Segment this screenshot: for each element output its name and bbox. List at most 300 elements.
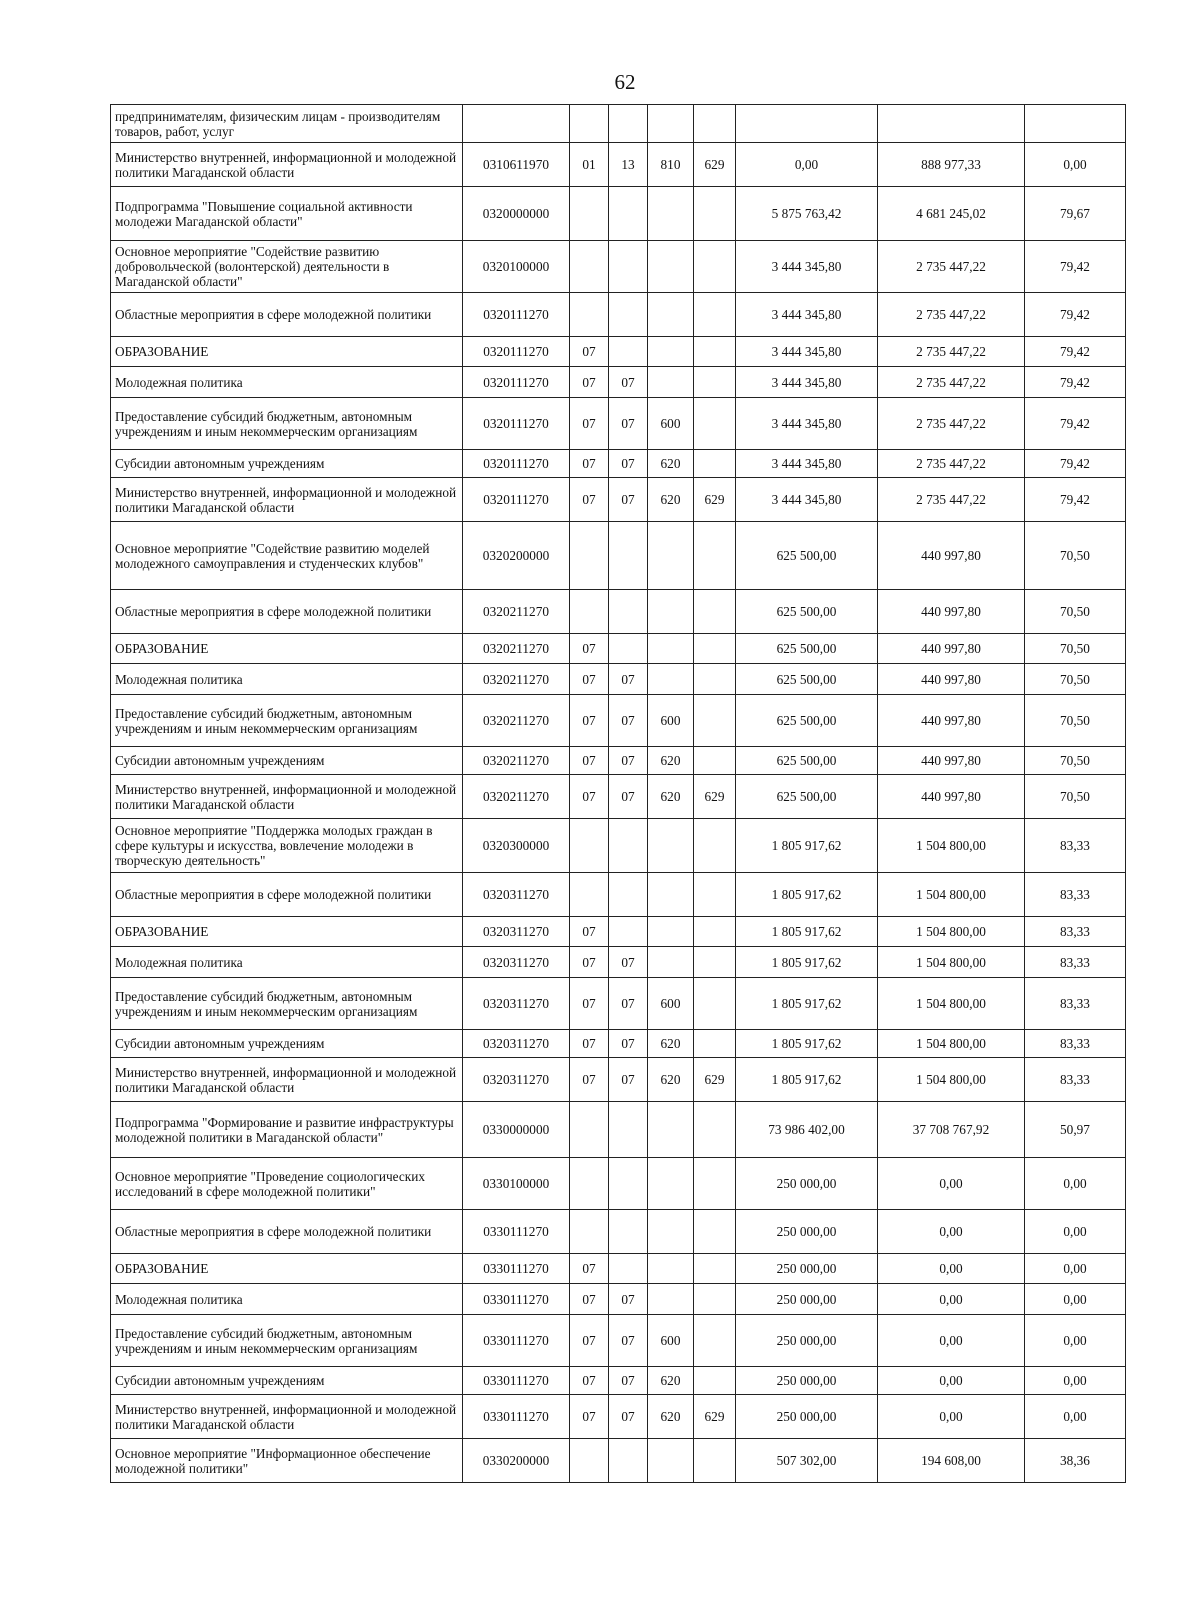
row-subsection <box>609 1158 648 1210</box>
row-actual-amount: 440 997,80 <box>878 695 1025 747</box>
row-grbs <box>694 590 736 634</box>
row-percent: 0,00 <box>1025 1284 1126 1315</box>
row-section <box>570 105 609 143</box>
row-section: 07 <box>570 1315 609 1367</box>
row-target-code: 0320211270 <box>463 634 570 664</box>
row-subsection <box>609 293 648 337</box>
row-plan-amount: 1 805 917,62 <box>736 873 878 917</box>
row-grbs <box>694 450 736 478</box>
row-actual-amount: 1 504 800,00 <box>878 917 1025 947</box>
row-name: Министерство внутренней, информационной и молодежной политики Магаданской области <box>111 775 463 819</box>
table-row <box>111 1158 1126 1210</box>
row-name: Молодежная политика <box>111 1284 463 1315</box>
row-plan-amount: 73 986 402,00 <box>736 1102 878 1158</box>
row-name: ОБРАЗОВАНИЕ <box>111 1254 463 1284</box>
row-expense-type: 620 <box>648 1030 694 1058</box>
row-name: Молодежная политика <box>111 367 463 398</box>
table-row <box>111 695 1126 747</box>
row-expense-type <box>648 1284 694 1315</box>
row-percent: 70,50 <box>1025 522 1126 590</box>
row-plan-amount: 250 000,00 <box>736 1395 878 1439</box>
row-section <box>570 522 609 590</box>
row-subsection: 07 <box>609 450 648 478</box>
table-row <box>111 143 1126 187</box>
row-section: 07 <box>570 337 609 367</box>
row-target-code: 0320211270 <box>463 590 570 634</box>
row-plan-amount: 250 000,00 <box>736 1367 878 1395</box>
row-target-code: 0320111270 <box>463 450 570 478</box>
row-grbs <box>694 819 736 873</box>
row-grbs <box>694 398 736 450</box>
row-grbs <box>694 634 736 664</box>
row-subsection: 13 <box>609 143 648 187</box>
row-expense-type: 620 <box>648 478 694 522</box>
row-name: предпринимателям, физическим лицам - производителям товаров, работ, услуг <box>111 105 463 143</box>
row-section: 07 <box>570 695 609 747</box>
table-row <box>111 775 1126 819</box>
row-name: Предоставление субсидий бюджетным, автономным учреждениям и иным некоммерческим организациям <box>111 398 463 450</box>
row-percent: 50,97 <box>1025 1102 1126 1158</box>
row-subsection <box>609 337 648 367</box>
row-name: Министерство внутренней, информационной и молодежной политики Магаданской области <box>111 1395 463 1439</box>
table-row <box>111 450 1126 478</box>
row-section: 07 <box>570 478 609 522</box>
row-actual-amount: 1 504 800,00 <box>878 1058 1025 1102</box>
row-subsection: 07 <box>609 398 648 450</box>
row-name: Областные мероприятия в сфере молодежной политики <box>111 873 463 917</box>
row-target-code: 0320311270 <box>463 1058 570 1102</box>
row-subsection <box>609 634 648 664</box>
row-subsection: 07 <box>609 978 648 1030</box>
row-section: 07 <box>570 775 609 819</box>
row-plan-amount: 250 000,00 <box>736 1158 878 1210</box>
row-plan-amount: 625 500,00 <box>736 590 878 634</box>
row-section <box>570 293 609 337</box>
row-section: 07 <box>570 1058 609 1102</box>
row-plan-amount: 5 875 763,42 <box>736 187 878 241</box>
row-subsection: 07 <box>609 695 648 747</box>
row-subsection <box>609 522 648 590</box>
row-actual-amount: 2 735 447,22 <box>878 478 1025 522</box>
row-subsection <box>609 187 648 241</box>
row-target-code: 0310611970 <box>463 143 570 187</box>
row-target-code: 0320211270 <box>463 695 570 747</box>
row-name: Субсидии автономным учреждениям <box>111 450 463 478</box>
row-actual-amount: 440 997,80 <box>878 590 1025 634</box>
row-plan-amount: 625 500,00 <box>736 664 878 695</box>
row-grbs: 629 <box>694 1058 736 1102</box>
row-actual-amount: 440 997,80 <box>878 775 1025 819</box>
row-percent: 0,00 <box>1025 1367 1126 1395</box>
row-grbs <box>694 187 736 241</box>
row-name: Субсидии автономным учреждениям <box>111 1367 463 1395</box>
row-target-code: 0320300000 <box>463 819 570 873</box>
row-expense-type <box>648 337 694 367</box>
row-grbs <box>694 1030 736 1058</box>
table-row <box>111 1284 1126 1315</box>
row-section: 07 <box>570 1284 609 1315</box>
row-expense-type <box>648 634 694 664</box>
row-target-code: 0320111270 <box>463 293 570 337</box>
row-plan-amount: 250 000,00 <box>736 1210 878 1254</box>
row-section: 07 <box>570 367 609 398</box>
row-percent: 79,42 <box>1025 367 1126 398</box>
row-expense-type: 620 <box>648 450 694 478</box>
row-plan-amount: 625 500,00 <box>736 775 878 819</box>
row-name: Основное мероприятие "Содействие развитию добровольческой (волонтерской) деятельности в Магаданской области" <box>111 241 463 293</box>
row-expense-type <box>648 1158 694 1210</box>
row-plan-amount <box>736 105 878 143</box>
row-expense-type <box>648 241 694 293</box>
row-percent: 70,50 <box>1025 775 1126 819</box>
row-percent: 70,50 <box>1025 634 1126 664</box>
row-expense-type: 600 <box>648 1315 694 1367</box>
row-expense-type <box>648 105 694 143</box>
row-expense-type <box>648 1210 694 1254</box>
row-target-code: 0320211270 <box>463 664 570 695</box>
row-subsection: 07 <box>609 1284 648 1315</box>
row-name: Предоставление субсидий бюджетным, автономным учреждениям и иным некоммерческим организациям <box>111 695 463 747</box>
row-actual-amount: 0,00 <box>878 1395 1025 1439</box>
row-subsection: 07 <box>609 747 648 775</box>
row-expense-type <box>648 187 694 241</box>
row-plan-amount: 0,00 <box>736 143 878 187</box>
row-target-code: 0330100000 <box>463 1158 570 1210</box>
row-plan-amount: 250 000,00 <box>736 1284 878 1315</box>
row-expense-type: 600 <box>648 398 694 450</box>
row-grbs <box>694 978 736 1030</box>
row-name: Молодежная политика <box>111 664 463 695</box>
row-percent: 70,50 <box>1025 590 1126 634</box>
row-actual-amount: 1 504 800,00 <box>878 947 1025 978</box>
row-subsection: 07 <box>609 947 648 978</box>
row-plan-amount: 3 444 345,80 <box>736 478 878 522</box>
row-actual-amount: 2 735 447,22 <box>878 337 1025 367</box>
row-subsection: 07 <box>609 664 648 695</box>
table-row <box>111 819 1126 873</box>
row-expense-type: 620 <box>648 1395 694 1439</box>
row-name: Молодежная политика <box>111 947 463 978</box>
row-plan-amount: 250 000,00 <box>736 1315 878 1367</box>
row-section <box>570 187 609 241</box>
row-name: Подпрограмма "Формирование и развитие инфраструктуры молодежной политики в Магаданской области" <box>111 1102 463 1158</box>
row-percent: 83,33 <box>1025 873 1126 917</box>
table-row <box>111 1210 1126 1254</box>
row-grbs <box>694 367 736 398</box>
row-name: Областные мероприятия в сфере молодежной политики <box>111 293 463 337</box>
row-section: 07 <box>570 450 609 478</box>
row-actual-amount: 1 504 800,00 <box>878 819 1025 873</box>
row-name: Основное мероприятие "Проведение социологических исследований в сфере молодежной политики" <box>111 1158 463 1210</box>
row-subsection: 07 <box>609 367 648 398</box>
row-grbs <box>694 1254 736 1284</box>
table-row <box>111 1058 1126 1102</box>
row-target-code: 0320111270 <box>463 337 570 367</box>
row-grbs: 629 <box>694 1395 736 1439</box>
row-target-code: 0320111270 <box>463 367 570 398</box>
row-plan-amount: 507 302,00 <box>736 1439 878 1483</box>
row-percent: 83,33 <box>1025 917 1126 947</box>
row-expense-type: 620 <box>648 1058 694 1102</box>
table-row <box>111 747 1126 775</box>
row-grbs <box>694 873 736 917</box>
row-plan-amount: 3 444 345,80 <box>736 293 878 337</box>
row-name: Министерство внутренней, информационной и молодежной политики Магаданской области <box>111 1058 463 1102</box>
row-actual-amount: 37 708 767,92 <box>878 1102 1025 1158</box>
row-target-code: 0320100000 <box>463 241 570 293</box>
row-plan-amount: 250 000,00 <box>736 1254 878 1284</box>
row-name: Субсидии автономным учреждениям <box>111 1030 463 1058</box>
row-actual-amount: 1 504 800,00 <box>878 873 1025 917</box>
row-grbs <box>694 105 736 143</box>
row-target-code: 0320000000 <box>463 187 570 241</box>
row-target-code: 0320111270 <box>463 478 570 522</box>
row-expense-type: 620 <box>648 747 694 775</box>
row-percent: 0,00 <box>1025 1395 1126 1439</box>
row-percent: 83,33 <box>1025 978 1126 1030</box>
row-plan-amount: 625 500,00 <box>736 634 878 664</box>
row-plan-amount: 3 444 345,80 <box>736 241 878 293</box>
row-name: Областные мероприятия в сфере молодежной политики <box>111 1210 463 1254</box>
row-section <box>570 241 609 293</box>
row-expense-type <box>648 873 694 917</box>
row-actual-amount: 0,00 <box>878 1315 1025 1367</box>
row-percent: 70,50 <box>1025 664 1126 695</box>
row-actual-amount: 1 504 800,00 <box>878 1030 1025 1058</box>
row-grbs <box>694 1315 736 1367</box>
row-grbs: 629 <box>694 775 736 819</box>
row-subsection: 07 <box>609 1030 648 1058</box>
row-subsection <box>609 1439 648 1483</box>
row-grbs <box>694 695 736 747</box>
row-expense-type: 600 <box>648 695 694 747</box>
row-actual-amount: 2 735 447,22 <box>878 367 1025 398</box>
row-target-code: 0330111270 <box>463 1210 570 1254</box>
row-plan-amount: 625 500,00 <box>736 695 878 747</box>
row-percent: 79,42 <box>1025 450 1126 478</box>
row-grbs <box>694 522 736 590</box>
row-expense-type <box>648 1102 694 1158</box>
row-actual-amount: 440 997,80 <box>878 634 1025 664</box>
table-row <box>111 1395 1126 1439</box>
row-actual-amount: 2 735 447,22 <box>878 241 1025 293</box>
table-row <box>111 1315 1126 1367</box>
row-section: 07 <box>570 1030 609 1058</box>
table-row <box>111 187 1126 241</box>
row-expense-type <box>648 1439 694 1483</box>
row-name: Предоставление субсидий бюджетным, автономным учреждениям и иным некоммерческим организациям <box>111 978 463 1030</box>
row-section: 07 <box>570 664 609 695</box>
row-target-code: 0330200000 <box>463 1439 570 1483</box>
row-section: 07 <box>570 1395 609 1439</box>
row-actual-amount: 2 735 447,22 <box>878 450 1025 478</box>
row-expense-type <box>648 947 694 978</box>
row-grbs: 629 <box>694 143 736 187</box>
row-expense-type <box>648 367 694 398</box>
row-percent: 0,00 <box>1025 143 1126 187</box>
row-plan-amount: 625 500,00 <box>736 522 878 590</box>
row-name: Субсидии автономным учреждениям <box>111 747 463 775</box>
row-percent: 38,36 <box>1025 1439 1126 1483</box>
row-section <box>570 873 609 917</box>
table-row <box>111 947 1126 978</box>
row-name: Предоставление субсидий бюджетным, автономным учреждениям и иным некоммерческим организациям <box>111 1315 463 1367</box>
row-expense-type: 600 <box>648 978 694 1030</box>
table-row <box>111 917 1126 947</box>
table-row <box>111 1439 1126 1483</box>
row-percent: 79,42 <box>1025 398 1126 450</box>
table-row <box>111 1102 1126 1158</box>
row-target-code: 0330111270 <box>463 1315 570 1367</box>
row-actual-amount: 440 997,80 <box>878 522 1025 590</box>
row-name: Министерство внутренней, информационной и молодежной политики Магаданской области <box>111 143 463 187</box>
row-subsection <box>609 241 648 293</box>
row-name: ОБРАЗОВАНИЕ <box>111 634 463 664</box>
row-plan-amount: 1 805 917,62 <box>736 917 878 947</box>
row-plan-amount: 3 444 345,80 <box>736 367 878 398</box>
row-percent: 70,50 <box>1025 695 1126 747</box>
row-percent: 83,33 <box>1025 1030 1126 1058</box>
table-row <box>111 398 1126 450</box>
row-expense-type: 620 <box>648 775 694 819</box>
row-section: 07 <box>570 1367 609 1395</box>
row-section: 01 <box>570 143 609 187</box>
row-target-code: 0320311270 <box>463 978 570 1030</box>
row-name: ОБРАЗОВАНИЕ <box>111 917 463 947</box>
row-name: Основное мероприятие "Информационное обеспечение молодежной политики" <box>111 1439 463 1483</box>
row-grbs <box>694 664 736 695</box>
row-target-code: 0320211270 <box>463 747 570 775</box>
row-name: ОБРАЗОВАНИЕ <box>111 337 463 367</box>
row-plan-amount: 3 444 345,80 <box>736 398 878 450</box>
row-target-code: 0320111270 <box>463 398 570 450</box>
table-row <box>111 337 1126 367</box>
row-grbs <box>694 1158 736 1210</box>
row-section: 07 <box>570 947 609 978</box>
row-percent: 83,33 <box>1025 947 1126 978</box>
row-plan-amount: 1 805 917,62 <box>736 947 878 978</box>
row-subsection <box>609 1254 648 1284</box>
row-section: 07 <box>570 634 609 664</box>
row-grbs: 629 <box>694 478 736 522</box>
row-subsection: 07 <box>609 478 648 522</box>
table-row <box>111 241 1126 293</box>
row-section <box>570 1102 609 1158</box>
row-subsection <box>609 1102 648 1158</box>
row-subsection: 07 <box>609 1058 648 1102</box>
row-grbs <box>694 947 736 978</box>
row-target-code: 0330111270 <box>463 1395 570 1439</box>
row-section <box>570 1158 609 1210</box>
row-section <box>570 1439 609 1483</box>
table-row <box>111 1367 1126 1395</box>
row-name: Основное мероприятие "Поддержка молодых граждан в сфере культуры и искусства, вовлечение молодежи в творческую деятельность" <box>111 819 463 873</box>
row-subsection: 07 <box>609 1395 648 1439</box>
row-expense-type <box>648 522 694 590</box>
row-percent: 70,50 <box>1025 747 1126 775</box>
row-percent: 0,00 <box>1025 1254 1126 1284</box>
row-grbs <box>694 1210 736 1254</box>
row-percent: 79,42 <box>1025 478 1126 522</box>
row-subsection: 07 <box>609 775 648 819</box>
row-target-code: 0330111270 <box>463 1367 570 1395</box>
row-actual-amount: 194 608,00 <box>878 1439 1025 1483</box>
row-target-code: 0320311270 <box>463 917 570 947</box>
row-plan-amount: 3 444 345,80 <box>736 450 878 478</box>
row-grbs <box>694 293 736 337</box>
table-row <box>111 293 1126 337</box>
row-percent: 83,33 <box>1025 1058 1126 1102</box>
row-expense-type <box>648 819 694 873</box>
row-plan-amount: 1 805 917,62 <box>736 978 878 1030</box>
row-percent: 79,67 <box>1025 187 1126 241</box>
row-target-code: 0320311270 <box>463 873 570 917</box>
row-percent: 0,00 <box>1025 1315 1126 1367</box>
row-plan-amount: 3 444 345,80 <box>736 337 878 367</box>
table-row <box>111 367 1126 398</box>
row-expense-type <box>648 590 694 634</box>
budget-table-body <box>111 105 1126 1483</box>
row-subsection <box>609 819 648 873</box>
row-section: 07 <box>570 978 609 1030</box>
row-subsection <box>609 917 648 947</box>
row-actual-amount: 0,00 <box>878 1254 1025 1284</box>
row-plan-amount: 625 500,00 <box>736 747 878 775</box>
budget-table <box>110 104 1126 1483</box>
row-actual-amount: 888 977,33 <box>878 143 1025 187</box>
row-actual-amount: 2 735 447,22 <box>878 293 1025 337</box>
row-target-code: 0320211270 <box>463 775 570 819</box>
row-subsection <box>609 873 648 917</box>
row-name: Основное мероприятие "Содействие развитию моделей молодежного самоуправления и студенческих клубов" <box>111 522 463 590</box>
row-target-code: 0320311270 <box>463 1030 570 1058</box>
table-row <box>111 1254 1126 1284</box>
row-expense-type <box>648 293 694 337</box>
table-row <box>111 634 1126 664</box>
row-name: Министерство внутренней, информационной и молодежной политики Магаданской области <box>111 478 463 522</box>
row-section: 07 <box>570 917 609 947</box>
row-plan-amount: 1 805 917,62 <box>736 819 878 873</box>
row-target-code: 0330111270 <box>463 1284 570 1315</box>
row-target-code: 0320200000 <box>463 522 570 590</box>
table-row <box>111 978 1126 1030</box>
row-subsection: 07 <box>609 1367 648 1395</box>
row-section <box>570 819 609 873</box>
row-expense-type <box>648 1254 694 1284</box>
row-actual-amount: 0,00 <box>878 1158 1025 1210</box>
row-grbs <box>694 241 736 293</box>
row-actual-amount: 0,00 <box>878 1367 1025 1395</box>
row-grbs <box>694 1367 736 1395</box>
row-target-code: 0330111270 <box>463 1254 570 1284</box>
row-section <box>570 1210 609 1254</box>
row-grbs <box>694 1284 736 1315</box>
row-actual-amount: 0,00 <box>878 1284 1025 1315</box>
table-row <box>111 105 1126 143</box>
row-actual-amount: 0,00 <box>878 1210 1025 1254</box>
row-expense-type: 810 <box>648 143 694 187</box>
row-section: 07 <box>570 1254 609 1284</box>
row-expense-type: 620 <box>648 1367 694 1395</box>
row-percent: 0,00 <box>1025 1210 1126 1254</box>
row-target-code: 0330000000 <box>463 1102 570 1158</box>
row-plan-amount: 1 805 917,62 <box>736 1058 878 1102</box>
row-target-code: 0320311270 <box>463 947 570 978</box>
row-name: Подпрограмма "Повышение социальной активности молодежи Магаданской области" <box>111 187 463 241</box>
row-section <box>570 590 609 634</box>
table-row <box>111 522 1126 590</box>
row-expense-type <box>648 664 694 695</box>
